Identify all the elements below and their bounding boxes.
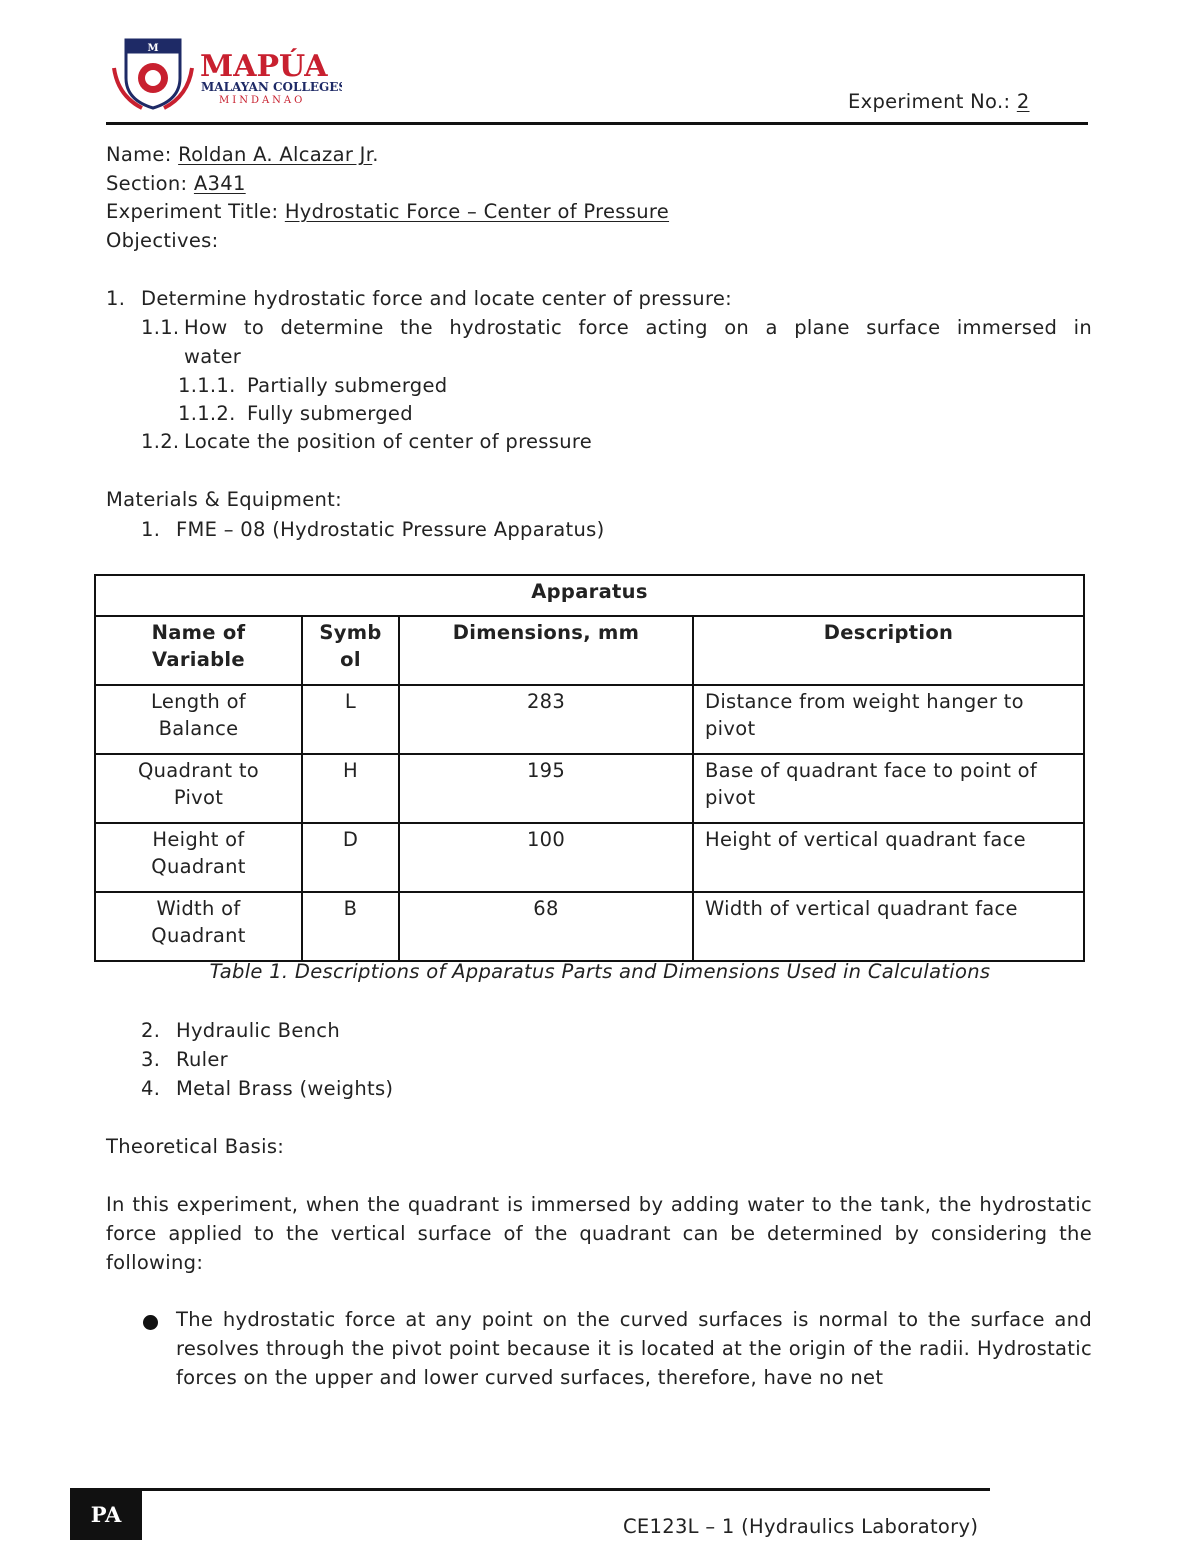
- objective-1-1-text-cont: water: [184, 345, 242, 368]
- cell-description: Base of quadrant face to point of pivot: [693, 754, 1084, 823]
- cell-dimension: 195: [399, 754, 693, 823]
- header-rule: [106, 122, 1088, 125]
- cell-symbol: B: [302, 892, 399, 961]
- objective-1-1-number: 1.1.: [141, 316, 180, 339]
- material-4-text: Metal Brass (weights): [176, 1077, 394, 1100]
- cell-description: Height of vertical quadrant face: [693, 823, 1084, 892]
- header-symbol: Symb ol: [302, 616, 399, 685]
- table-title: Apparatus: [95, 575, 1084, 616]
- logo-line1: MALAYAN COLLEGES: [201, 80, 342, 94]
- cell-symbol: H: [302, 754, 399, 823]
- logo-line2: MINDANAO: [219, 95, 306, 106]
- title-value: Hydrostatic Force – Center of Pressure: [284, 200, 670, 223]
- objective-1-2-text: Locate the position of center of pressure: [184, 430, 593, 453]
- experiment-value: 2: [1016, 90, 1030, 113]
- cell-name: Length of Balance: [95, 685, 302, 754]
- course-label: CE123L – 1 (Hydraulics Laboratory): [623, 1515, 979, 1538]
- cell-symbol: L: [302, 685, 399, 754]
- objective-1-1-1-text: Partially submerged: [247, 374, 448, 397]
- bullet-icon: [143, 1315, 158, 1330]
- cell-name: Width of Quadrant: [95, 892, 302, 961]
- mapua-logo: [112, 38, 342, 110]
- material-2-number: 2.: [141, 1019, 161, 1042]
- name-value: Roldan A. Alcazar Jr: [178, 143, 373, 166]
- title-label: Experiment Title:: [106, 200, 279, 223]
- apparatus-table: [94, 574, 1085, 962]
- table-caption: Table 1. Descriptions of Apparatus Parts and Dimensions Used in Calculations: [209, 960, 991, 983]
- objective-1-1-1-number: 1.1.1.: [178, 374, 236, 397]
- section-value: A341: [193, 172, 246, 195]
- cell-description: Width of vertical quadrant face: [693, 892, 1084, 961]
- cell-dimension: 68: [399, 892, 693, 961]
- material-3-number: 3.: [141, 1048, 161, 1071]
- svg-text:M: M: [147, 43, 159, 54]
- cell-name: Quadrant to Pivot: [95, 754, 302, 823]
- objectives-label: Objectives:: [106, 229, 219, 252]
- objective-1-1-2-text: Fully submerged: [247, 402, 413, 425]
- material-1-text: FME – 08 (Hydrostatic Pressure Apparatus): [176, 518, 605, 541]
- section-label: Section:: [106, 172, 188, 195]
- theory-paragraph: In this experiment, when the quadrant is immersed by adding water to the tank, the hydrostatic force applied to the vertical surface of the quadrant can be determined by considering the following:: [106, 1193, 1092, 1274]
- theory-bullet: The hydrostatic force at any point on the curved surfaces is normal to the surface and resolves through the pivot point because it is located at the origin of the radii. Hydrostatic forces on the upper and lower curved surfaces, therefore, have no net: [176, 1308, 1092, 1389]
- cell-dimension: 283: [399, 685, 693, 754]
- cell-description: Distance from weight hanger to pivot: [693, 685, 1084, 754]
- name-label: Name:: [106, 143, 172, 166]
- header-description: Description: [693, 616, 1084, 685]
- section-field: [106, 172, 246, 195]
- footer-rule: [70, 1488, 990, 1491]
- cell-dimension: 100: [399, 823, 693, 892]
- table-header-row: [95, 616, 1084, 685]
- table-row: [95, 823, 1084, 892]
- pa-label: PA: [70, 1490, 142, 1540]
- logo-brand: MAPÚA: [200, 49, 328, 84]
- experiment-number: [848, 90, 1030, 113]
- cell-symbol: D: [302, 823, 399, 892]
- name-field: Name: Roldan A. Alcazar Jr.: [106, 143, 379, 166]
- table-row: [95, 892, 1084, 961]
- objective-1-1-text: How to determine the hydrostatic force acting on a plane surface immersed in: [184, 316, 1092, 339]
- table-row: [95, 754, 1084, 823]
- materials-label: Materials & Equipment:: [106, 488, 343, 511]
- material-1-number: 1.: [141, 518, 161, 541]
- table-row: [95, 685, 1084, 754]
- objective-1-1-2-number: 1.1.2.: [178, 402, 236, 425]
- mapua-crest-icon: [112, 38, 342, 110]
- header-dimensions: Dimensions, mm: [399, 616, 693, 685]
- objective-1-2-number: 1.2.: [141, 430, 180, 453]
- objective-1-number: 1.: [106, 287, 126, 310]
- material-2-text: Hydraulic Bench: [176, 1019, 340, 1042]
- cell-name: Height of Quadrant: [95, 823, 302, 892]
- title-field: [106, 200, 669, 223]
- experiment-label: Experiment No.:: [848, 90, 1011, 113]
- theory-label: Theoretical Basis:: [106, 1135, 285, 1158]
- material-3-text: Ruler: [176, 1048, 228, 1071]
- header-name: Name of Variable: [95, 616, 302, 685]
- material-4-number: 4.: [141, 1077, 161, 1100]
- objective-1-text: Determine hydrostatic force and locate center of pressure:: [141, 287, 733, 310]
